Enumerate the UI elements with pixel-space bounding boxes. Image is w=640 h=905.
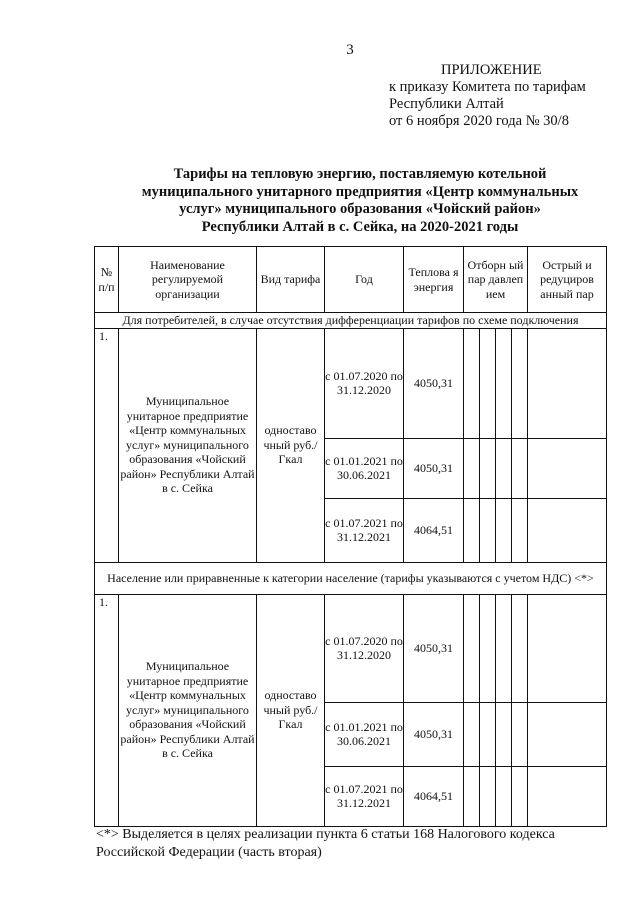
- section-2-heading: Население или приравненные к категории население (тарифы указываются с учетом НДС) <*>: [95, 562, 607, 594]
- heat-value: 4064,51: [404, 766, 464, 826]
- section-heading-row: [95, 313, 607, 329]
- empty-cell: [464, 498, 480, 562]
- empty-cell: [528, 702, 607, 766]
- appendix-title: ПРИЛОЖЕНИЕ: [441, 62, 542, 78]
- period: с 01.07.2021 по 31.12.2021: [325, 766, 404, 826]
- appendix-block: [389, 62, 586, 130]
- empty-cell: [496, 328, 512, 438]
- heat-value: 4050,31: [404, 594, 464, 702]
- org-name: Муниципальное унитарное предприятие «Центр коммунальных услуг» муниципального образования «Чойский район» Республики Алтай в с. Сейка: [119, 328, 257, 562]
- header-year: Год: [325, 247, 404, 313]
- period: с 01.07.2021 по 31.12.2021: [325, 498, 404, 562]
- empty-cell: [464, 594, 480, 702]
- heat-value: 4050,31: [404, 328, 464, 438]
- empty-cell: [528, 594, 607, 702]
- empty-cell: [496, 594, 512, 702]
- footnote: <*> Выделяется в целях реализации пункта 6 статьи 168 Налогового кодекса Российской Федерации (часть вторая): [96, 827, 555, 860]
- empty-cell: [528, 498, 607, 562]
- empty-cell: [512, 498, 528, 562]
- empty-cell: [464, 766, 480, 826]
- heat-value: 4050,31: [404, 702, 464, 766]
- tariff-table: [94, 246, 607, 827]
- org-name: Муниципальное унитарное предприятие «Центр коммунальных услуг» муниципального образования «Чойский район» Республики Алтай в с. Сейка: [119, 594, 257, 826]
- section-heading-row: [95, 562, 607, 594]
- empty-cell: [480, 498, 496, 562]
- heat-value: 4064,51: [404, 498, 464, 562]
- empty-cell: [512, 702, 528, 766]
- table-row: [95, 594, 607, 702]
- row-num: 1.: [95, 594, 119, 826]
- header-steam-sharp: Острый и редуциров анный пар: [528, 247, 607, 313]
- empty-cell: [464, 328, 480, 438]
- empty-cell: [480, 594, 496, 702]
- empty-cell: [496, 766, 512, 826]
- period: с 01.01.2021 по 30.06.2021: [325, 702, 404, 766]
- period: с 01.07.2020 по 31.12.2020: [325, 594, 404, 702]
- empty-cell: [512, 438, 528, 498]
- empty-cell: [512, 328, 528, 438]
- document-title: Тарифы на тепловую энергию, поставляемую котельной муниципального унитарного предприятия «Центр коммунальных услуг» муниципального образования «Чойский район» Республики Алтай в с. Сейка, на 2020-2021 годы: [141, 166, 579, 235]
- empty-cell: [464, 438, 480, 498]
- tariff-type: одноставо чный руб./Гкал: [257, 328, 325, 562]
- row-num: 1.: [95, 328, 119, 562]
- empty-cell: [480, 766, 496, 826]
- table-row: [95, 328, 607, 438]
- appendix-line-3: от 6 ноября 2020 года № 30/8: [389, 113, 569, 129]
- empty-cell: [512, 594, 528, 702]
- header-org: Наименование регулируемой организации: [119, 247, 257, 313]
- header-heat: Теплова я энергия: [404, 247, 464, 313]
- empty-cell: [496, 438, 512, 498]
- page-number: 3: [346, 42, 354, 58]
- appendix-line-2: Республики Алтай: [389, 96, 504, 112]
- empty-cell: [464, 702, 480, 766]
- header-num: № п/п: [95, 247, 119, 313]
- empty-cell: [528, 766, 607, 826]
- empty-cell: [528, 438, 607, 498]
- tariff-type: одноставо чный руб./Гкал: [257, 594, 325, 826]
- heat-value: 4050,31: [404, 438, 464, 498]
- table-header-row: [95, 247, 607, 313]
- appendix-line-1: к приказу Комитета по тарифам: [389, 79, 586, 95]
- empty-cell: [528, 328, 607, 438]
- empty-cell: [512, 766, 528, 826]
- section-1-heading: Для потребителей, в случае отсутствия дифференциации тарифов по схеме подключения: [95, 313, 607, 329]
- empty-cell: [496, 702, 512, 766]
- empty-cell: [480, 328, 496, 438]
- header-tariff-type: Вид тарифа: [257, 247, 325, 313]
- empty-cell: [496, 498, 512, 562]
- period: с 01.01.2021 по 30.06.2021: [325, 438, 404, 498]
- empty-cell: [480, 702, 496, 766]
- period: с 01.07.2020 по 31.12.2020: [325, 328, 404, 438]
- empty-cell: [480, 438, 496, 498]
- header-steam-pressure: Отборн ый пар давлеп ием: [464, 247, 528, 313]
